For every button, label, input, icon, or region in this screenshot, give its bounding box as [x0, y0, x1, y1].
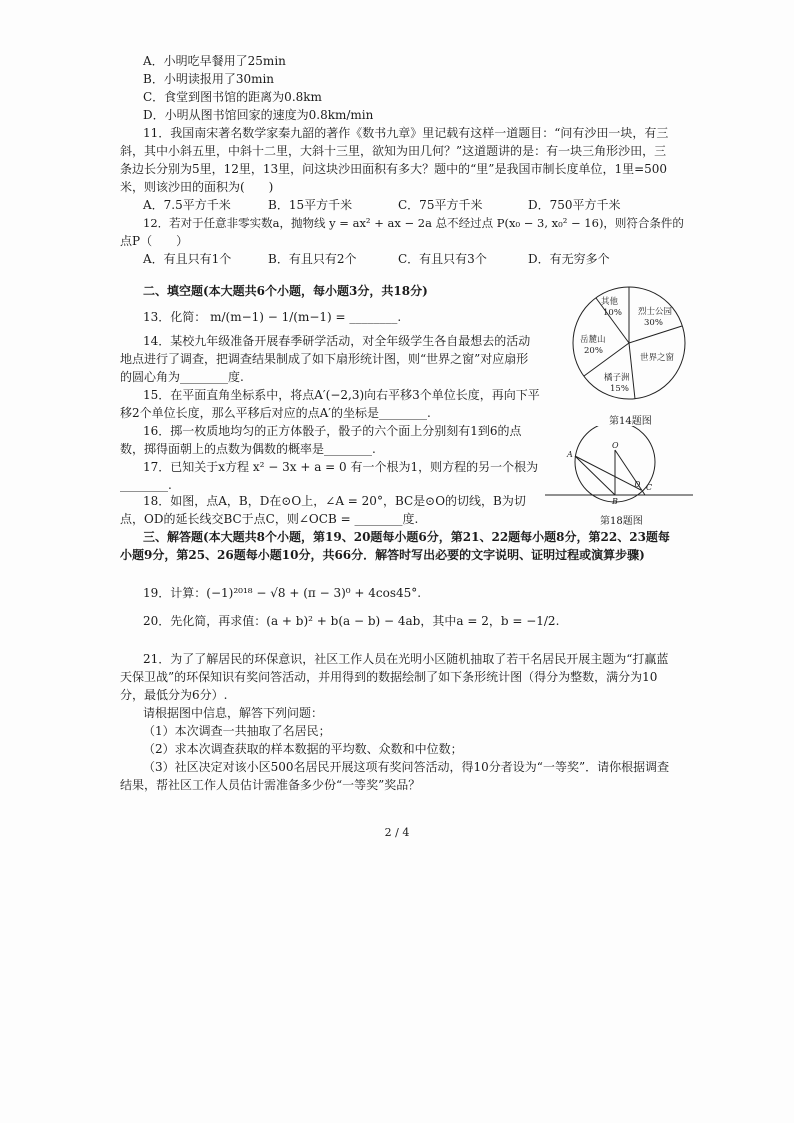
- segment-oc: [615, 450, 645, 495]
- pie-label-other-pct: 10%: [603, 308, 622, 318]
- point-label-c: C: [646, 483, 653, 492]
- q21-sub2: （2）求本次调查获取的样本数据的平均数、众数和中位数；: [143, 742, 463, 756]
- q10-option-b: B．小明读报用了30min: [143, 72, 275, 86]
- pie-label-park-pct: 30%: [644, 318, 663, 328]
- fig18-caption: 第18题图: [600, 516, 643, 527]
- q21-sub1: （1）本次调查一共抽取了名居民；: [143, 724, 331, 738]
- q13-text: 13．化简： m/(m−1) − 1/(m−1) = ________.: [143, 310, 402, 324]
- q12-line1: 12．若对于任意非零实数a，抛物线 y = ax² + ax − 2a 总不经过点 P(x₀ − 3, x₀² − 16)，则符合条件的: [143, 216, 684, 230]
- point-label-b: B: [612, 497, 618, 506]
- q11-option-c: C．75平方千米: [398, 198, 483, 212]
- pie-label-window: 世界之窗: [640, 353, 675, 363]
- q12-option-c: C．有且只有3个: [398, 252, 487, 266]
- q20-text: 20．先化简，再求值：(a + b)² + b(a − b) − 4ab，其中a = 2，b = −1/2.: [143, 614, 560, 628]
- pie-label-park: 烈士公园: [638, 307, 673, 317]
- q11-option-a: A．7.5平方千米: [143, 198, 231, 212]
- q12-option-b: B．有且只有2个: [268, 252, 357, 266]
- point-label-a: A: [567, 450, 573, 459]
- q11-option-b: B．15平方千米: [268, 198, 353, 212]
- pie-label-juzi: 橘子洲: [604, 373, 630, 383]
- q12-option-a: A．有且只有1个: [143, 252, 232, 266]
- segment-ad: [575, 456, 641, 490]
- q21-text: 21．为了了解居民的环保意识，社区工作人员在光明小区随机抽取了若干名居民开展主题为“打赢蓝天保卫战”的环保知识有奖问答活动，并用得到的数据绘制了如下条形统计图（得分为整数，满分为10分，最低分为6分）.: [120, 652, 669, 702]
- q21-sub3: （3）社区决定对该小区500名居民开展这项有奖问答活动，得10分者设为“一等奖”．请你根据调查结果，帮社区工作人员估计需准备多少份“一等奖”奖品？: [120, 760, 670, 792]
- q12-option-d: D．有无穷多个: [528, 252, 610, 266]
- q15-text: 15．在平面直角坐标系中，将点A′(−2,3)向右平移3个单位长度，再向下平移2个单位长度，那么平移后对应的点A′的坐标是________.: [120, 388, 540, 420]
- page-number: 2 / 4: [384, 826, 410, 839]
- q21-prompt: 请根据图中信息，解答下列问题：: [143, 706, 324, 720]
- q19-text: 19．计算：(−1)²⁰¹⁸ − √8 + (π − 3)⁰ + 4cos45°.: [143, 586, 422, 600]
- q12-line2: 点P（ ）: [120, 234, 189, 248]
- point-label-d: D: [634, 480, 641, 489]
- q14-text: 14．某校九年级准备开展春季研学活动，对全年级学生各自最想去的活动地点进行了调查，把调查结果制成了如下扇形统计图，则“世界之窗”对应扇形的圆心角为________度.: [120, 334, 531, 384]
- pie-label-other: 其他: [601, 297, 619, 307]
- q10-option-c: C．食堂到图书馆的距离为0.8km: [143, 90, 322, 104]
- fig14-pie-chart: [568, 282, 690, 404]
- pie-label-juzi-pct: 15%: [610, 384, 629, 394]
- fig18-circle-diagram: [545, 426, 695, 508]
- q17-text: 17．已知关于x方程 x² − 3x + a = 0 有一个根为1，则方程的另一个根为________.: [120, 460, 539, 492]
- segment-ab: [575, 456, 615, 495]
- q10-option-d: D．小明从图书馆回家的速度为0.8km/min: [143, 108, 374, 122]
- q11-option-d: D．750平方千米: [528, 198, 621, 212]
- pie-divider: [629, 343, 635, 399]
- q10-option-a: A．小明吃早餐用了25min: [143, 54, 286, 68]
- q18-text: 18．如图，点A，B，D在⊙O上，∠A = 20°，BC是⊙O的切线，B为切点，OD的延长线交BC于点C，则∠OCB = ________度.: [120, 494, 526, 526]
- fig14-caption: 第14题图: [609, 416, 652, 427]
- point-label-o: O: [612, 441, 619, 450]
- section2-title: 二、填空题(本大题共6个小题，每小题3分，共18分): [143, 284, 428, 298]
- pie-label-yuelu-pct: 20%: [584, 346, 603, 356]
- pie-divider: [629, 326, 682, 343]
- q11-text: 11．我国南宋著名数学家秦九韶的著作《数书九章》里记载有这样一道题目：“问有沙田一块，有三斜，其中小斜五里，中斜十二里，大斜十三里，欲知为田几何？”这道题讲的是：有一块三角形沙田，三条边长分别为5里，12里，13里，问这块沙田面积有多大？题中的“里”是我国市制长度单位，1里=500米，则该沙田的面积为( ): [120, 126, 669, 194]
- q16-text: 16．掷一枚质地均匀的正方体骰子，骰子的六个面上分别刻有1到6的点数，掷得面朝上的点数为偶数的概率是________.: [120, 424, 522, 456]
- section3-title: 三、解答题(本大题共8个小题，第19、20题每小题6分，第21、22题每小题8分，第22、23题每小题9分，第25、26题每小题10分，共66分．解答时写出必要的文字说明、证明过程或演算步骤): [120, 530, 670, 562]
- pie-label-yuelu: 岳麓山: [580, 335, 606, 345]
